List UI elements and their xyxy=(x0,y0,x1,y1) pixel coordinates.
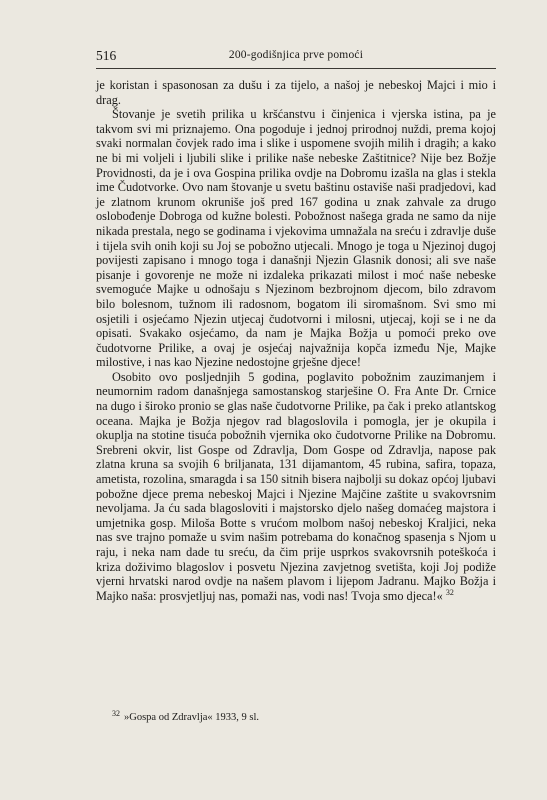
page-number: 516 xyxy=(96,48,117,63)
paragraph-3-text: Osobito ovo posljednjih 5 godina, poglavito pobožnim zauzimanjem i neumornim radom današnjega samostanskog starješine O. Fra Ante Dr. Crnice na dugo i široko pronio se glas naše čudotvorne Prilike, pa čak i preko atlantskog oceana. Majka je Božja njegov rad blagoslovila i pomogla, jer je okupila i okuplja na stotine tisuća pobožnih vjernika oko čudotvorne Prilike na Dobromu. Srebreni okvir, list Gospe od Zdravlja, Dom Gospe od Zdravlja, napose pak zlatna kruna sa svojih 6 briljanata, 131 dijamantom, 45 rubina, safira, topaza, ametista, rozolina, smaragda i sa 150 sitnih bisera najbolji su dokaz općoj ljubavi pobožne djece prema nebeskoj Majci i Njezine Majčine zaštite u svakovrsnim nevoljama. Ja ću sada blagosloviti i majstorsko djelo našeg domaćeg majstora i umjetnika gosp. Miloša Botte s vrućom molbom našoj nebeskoj Kraljici, neka nas sve trajno pomaže u svim našim potrebama do konačnog spasenja s Njom u raju, i neka nam dade tu sreću, da čim prije usprkos svakovrsnih poteškoća i kriza doživimo blagoslov i posvetu Njezina zavjetnog svetišta, koji Joj podiže vjerni hrvatski narod ovdje na našem plavom i lijepom Jadranu. Majko Božja i Majko naša: prosvjetljuj nas, pomaži nas, vodi nas! Tvoja smo djeca!« xyxy=(96,369,496,603)
footnote-number: 32 xyxy=(112,708,120,718)
footnote-text: »Gospa od Zdravlja« 1933, 9 sl. xyxy=(124,712,260,723)
page-header xyxy=(96,48,496,66)
running-title: 200-godišnjica prve pomoći xyxy=(228,49,364,61)
paragraph-1: je koristan i spasonosan za dušu i za tijelo, a našoj je nebeskoj Majci i mio i drag. xyxy=(96,78,496,107)
paragraph-3 xyxy=(96,370,496,604)
body-text xyxy=(96,78,496,603)
footnote-reference[interactable]: 32 xyxy=(445,587,454,597)
header-rule xyxy=(96,68,496,69)
paragraph-2: Štovanje je svetih prilika u kršćanstvu i činjenica i vjerska istina, pa je takvom svi mi priznajemo. Ona pogoduje i jednoj prirodnoj nuždi, prema kojoj svaki normalan čovjek rado ima i slike i uspomene svojih milih i dragih; a kako ne bi mi voljeli i ljubili slike i prilike naše nebeske Zaštitnice? Nije bez Božje Providnosti, da je i ova Gospina prilika ovdje na Dobromu izašla na glas i stekla ime Čudotvorke. Ovo nam štovanje u svetu baštinu ostaviše naši pradjedovi, kad je zlatnom krunom okruniše još pred 167 godina u znak zahvale za drugo oslobođenje Dobroga od kužne bolesti. Pobožnost našega grada ne samo da nije nikada prestala, nego se godinama i vjekovima umnažala na sreću i zdravlje duše i tijela svih onih koji su Joj se pobožno utjecali. Mnogo je toga u Njezinoj dugoj povijesti zapisano i mnogo toga i današnji Njezin Glasnik donosi; ali sve naše pisanje i govorenje ne može ni izdaleka prikazati milost i moć naše nebeske svemoguće Majke u odnošaju s Njezinom bezbrojnom djecom, bilo zdravom bilo bolesnom, tužnom ili radosnom, bogatom ili siromašnom. Svi smo mi osjetili i osjećamo Njezin utjecaj čudotvorni i milosni, utjecaj, koji se i ne da opisati. Svakako osjećamo, da nam je Majka Božja u pomoći preko ove čudotvorne Prilike, a ovaj je osjećaj najvažnija kopča između Nje, Majke milostive, i nas kao Njezine nedostojne grješne djece! xyxy=(96,107,496,370)
footnote xyxy=(112,708,492,724)
